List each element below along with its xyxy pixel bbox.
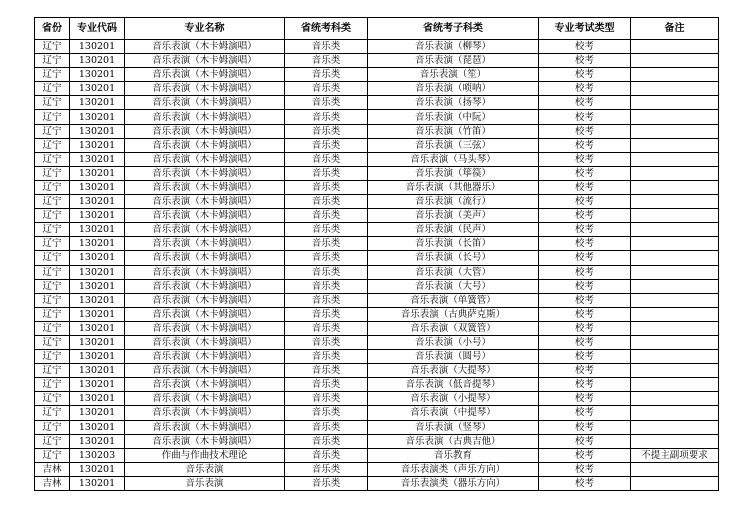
- cell-exam-category: 音乐类: [285, 350, 368, 364]
- cell-major-name: 音乐表演（木卡姆演唱）: [125, 237, 285, 251]
- table-row: [35, 96, 719, 110]
- cell-exam-subcategory: 音乐表演（马头琴）: [368, 152, 539, 166]
- cell-major-name: 音乐表演（木卡姆演唱）: [125, 82, 285, 96]
- cell-notes: [631, 293, 719, 307]
- cell-exam-subcategory: 音乐表演（中提琴）: [368, 406, 539, 420]
- cell-notes: [631, 138, 719, 152]
- cell-exam-category: 音乐类: [285, 392, 368, 406]
- cell-exam-type: 校考: [539, 335, 631, 349]
- cell-major-code: 130201: [70, 223, 125, 237]
- cell-exam-category: 音乐类: [285, 68, 368, 82]
- cell-major-code: 130201: [70, 110, 125, 124]
- cell-major-name: 音乐表演（木卡姆演唱）: [125, 110, 285, 124]
- cell-major-name: 音乐表演（木卡姆演唱）: [125, 124, 285, 138]
- cell-notes: [631, 82, 719, 96]
- cell-province: 辽宁: [35, 237, 70, 251]
- cell-exam-type: 校考: [539, 138, 631, 152]
- cell-province: 辽宁: [35, 350, 70, 364]
- cell-exam-type: 校考: [539, 209, 631, 223]
- cell-notes: [631, 378, 719, 392]
- cell-exam-subcategory: 音乐表演（三弦）: [368, 138, 539, 152]
- cell-province: 辽宁: [35, 180, 70, 194]
- cell-exam-subcategory: 音乐表演（小提琴）: [368, 392, 539, 406]
- cell-notes: [631, 68, 719, 82]
- cell-province: 辽宁: [35, 40, 70, 54]
- cell-exam-subcategory: 音乐表演类（器乐方向）: [368, 476, 539, 490]
- cell-province: 辽宁: [35, 293, 70, 307]
- cell-major-code: 130201: [70, 279, 125, 293]
- table-row: [35, 110, 719, 124]
- cell-notes: [631, 152, 719, 166]
- cell-major-name: 音乐表演: [125, 462, 285, 476]
- cell-exam-subcategory: 音乐表演（大提琴）: [368, 364, 539, 378]
- cell-major-name: 音乐表演（木卡姆演唱）: [125, 180, 285, 194]
- cell-major-code: 130201: [70, 40, 125, 54]
- cell-major-code: 130201: [70, 392, 125, 406]
- table-row: [35, 124, 719, 138]
- cell-major-code: 130201: [70, 209, 125, 223]
- cell-exam-type: 校考: [539, 54, 631, 68]
- cell-major-name: 音乐表演（木卡姆演唱）: [125, 40, 285, 54]
- cell-exam-category: 音乐类: [285, 476, 368, 490]
- cell-exam-category: 音乐类: [285, 265, 368, 279]
- cell-exam-type: 校考: [539, 420, 631, 434]
- cell-exam-category: 音乐类: [285, 124, 368, 138]
- cell-major-code: 130201: [70, 476, 125, 490]
- cell-major-name: 音乐表演（木卡姆演唱）: [125, 335, 285, 349]
- cell-province: 辽宁: [35, 124, 70, 138]
- cell-major-code: 130201: [70, 462, 125, 476]
- table-row: [35, 448, 719, 462]
- cell-notes: [631, 335, 719, 349]
- cell-major-name: 音乐表演（木卡姆演唱）: [125, 166, 285, 180]
- cell-notes: [631, 251, 719, 265]
- cell-notes: [631, 209, 719, 223]
- cell-notes: 不提主副项要求: [631, 448, 719, 462]
- cell-notes: [631, 462, 719, 476]
- cell-major-name: 音乐表演（木卡姆演唱）: [125, 223, 285, 237]
- cell-province: 辽宁: [35, 251, 70, 265]
- cell-province: 辽宁: [35, 209, 70, 223]
- table-row: [35, 350, 719, 364]
- cell-notes: [631, 265, 719, 279]
- cell-province: 辽宁: [35, 223, 70, 237]
- header-major-code: 专业代码: [70, 18, 125, 40]
- table-row: [35, 378, 719, 392]
- cell-exam-subcategory: 音乐表演（长号）: [368, 251, 539, 265]
- cell-exam-category: 音乐类: [285, 96, 368, 110]
- cell-exam-type: 校考: [539, 462, 631, 476]
- cell-exam-subcategory: 音乐表演类（声乐方向）: [368, 462, 539, 476]
- cell-exam-type: 校考: [539, 237, 631, 251]
- cell-exam-subcategory: 音乐表演（竹笛）: [368, 124, 539, 138]
- cell-province: 辽宁: [35, 364, 70, 378]
- cell-notes: [631, 434, 719, 448]
- cell-notes: [631, 364, 719, 378]
- cell-exam-subcategory: 音乐表演（筚篌）: [368, 166, 539, 180]
- table-row: [35, 223, 719, 237]
- cell-exam-category: 音乐类: [285, 279, 368, 293]
- cell-exam-category: 音乐类: [285, 335, 368, 349]
- cell-major-code: 130201: [70, 152, 125, 166]
- cell-province: 辽宁: [35, 138, 70, 152]
- cell-major-name: 音乐表演（木卡姆演唱）: [125, 434, 285, 448]
- cell-exam-subcategory: 音乐表演（扬琴）: [368, 96, 539, 110]
- table-row: [35, 265, 719, 279]
- cell-major-name: 音乐表演（木卡姆演唱）: [125, 350, 285, 364]
- cell-major-name: 音乐表演（木卡姆演唱）: [125, 195, 285, 209]
- cell-major-name: 音乐表演（木卡姆演唱）: [125, 279, 285, 293]
- cell-exam-type: 校考: [539, 350, 631, 364]
- cell-exam-subcategory: 音乐表演（唢呐）: [368, 82, 539, 96]
- cell-exam-type: 校考: [539, 293, 631, 307]
- table-row: [35, 335, 719, 349]
- cell-exam-type: 校考: [539, 434, 631, 448]
- cell-exam-subcategory: 音乐表演（笙）: [368, 68, 539, 82]
- cell-major-code: 130203: [70, 448, 125, 462]
- cell-exam-category: 音乐类: [285, 209, 368, 223]
- cell-exam-type: 校考: [539, 265, 631, 279]
- cell-notes: [631, 40, 719, 54]
- cell-exam-category: 音乐类: [285, 321, 368, 335]
- cell-province: 辽宁: [35, 378, 70, 392]
- cell-major-code: 130201: [70, 420, 125, 434]
- cell-exam-subcategory: 音乐表演（中阮）: [368, 110, 539, 124]
- cell-notes: [631, 96, 719, 110]
- cell-major-name: 音乐表演（木卡姆演唱）: [125, 265, 285, 279]
- table-row: [35, 293, 719, 307]
- cell-exam-subcategory: 音乐表演（圆号）: [368, 350, 539, 364]
- cell-exam-type: 校考: [539, 321, 631, 335]
- cell-exam-subcategory: 音乐表演（古典萨克斯）: [368, 307, 539, 321]
- table-row: [35, 434, 719, 448]
- cell-notes: [631, 180, 719, 194]
- cell-province: 辽宁: [35, 420, 70, 434]
- cell-exam-category: 音乐类: [285, 195, 368, 209]
- table-row: [35, 82, 719, 96]
- header-province: 省份: [35, 18, 70, 40]
- cell-notes: [631, 124, 719, 138]
- cell-major-code: 130201: [70, 434, 125, 448]
- cell-exam-category: 音乐类: [285, 448, 368, 462]
- cell-exam-subcategory: 音乐表演（双簧管）: [368, 321, 539, 335]
- cell-major-name: 音乐表演（木卡姆演唱）: [125, 378, 285, 392]
- cell-major-code: 130201: [70, 124, 125, 138]
- cell-major-code: 130201: [70, 237, 125, 251]
- cell-major-code: 130201: [70, 166, 125, 180]
- cell-notes: [631, 237, 719, 251]
- cell-major-name: 作曲与作曲技术理论: [125, 448, 285, 462]
- cell-major-name: 音乐表演（木卡姆演唱）: [125, 209, 285, 223]
- cell-major-code: 130201: [70, 321, 125, 335]
- cell-exam-subcategory: 音乐表演（美声）: [368, 209, 539, 223]
- cell-province: 辽宁: [35, 392, 70, 406]
- cell-exam-category: 音乐类: [285, 110, 368, 124]
- header-exam-type: 专业考试类型: [539, 18, 631, 40]
- cell-exam-type: 校考: [539, 223, 631, 237]
- cell-major-name: 音乐表演（木卡姆演唱）: [125, 138, 285, 152]
- cell-major-code: 130201: [70, 350, 125, 364]
- cell-major-code: 130201: [70, 96, 125, 110]
- cell-major-code: 130201: [70, 195, 125, 209]
- cell-exam-subcategory: 音乐表演（流行）: [368, 195, 539, 209]
- cell-exam-type: 校考: [539, 406, 631, 420]
- cell-exam-subcategory: 音乐表演（民声）: [368, 223, 539, 237]
- cell-exam-category: 音乐类: [285, 237, 368, 251]
- cell-major-name: 音乐表演（木卡姆演唱）: [125, 321, 285, 335]
- table-row: [35, 406, 719, 420]
- cell-major-code: 130201: [70, 378, 125, 392]
- cell-notes: [631, 166, 719, 180]
- table-row: [35, 138, 719, 152]
- cell-exam-type: 校考: [539, 82, 631, 96]
- table-row: [35, 40, 719, 54]
- cell-province: 辽宁: [35, 279, 70, 293]
- cell-major-code: 130201: [70, 307, 125, 321]
- header-exam-subcategory: 省统考子科类: [368, 18, 539, 40]
- cell-exam-type: 校考: [539, 180, 631, 194]
- cell-major-name: 音乐表演（木卡姆演唱）: [125, 392, 285, 406]
- cell-province: 辽宁: [35, 82, 70, 96]
- table-row: [35, 307, 719, 321]
- cell-exam-subcategory: 音乐表演（大管）: [368, 265, 539, 279]
- cell-exam-subcategory: 音乐表演（竖琴）: [368, 420, 539, 434]
- cell-notes: [631, 406, 719, 420]
- cell-exam-type: 校考: [539, 40, 631, 54]
- cell-major-code: 130201: [70, 364, 125, 378]
- table-row: [35, 166, 719, 180]
- cell-exam-category: 音乐类: [285, 420, 368, 434]
- cell-province: 辽宁: [35, 166, 70, 180]
- cell-exam-type: 校考: [539, 166, 631, 180]
- table-row: [35, 321, 719, 335]
- table-row: [35, 279, 719, 293]
- cell-major-code: 130201: [70, 251, 125, 265]
- header-major-name: 专业名称: [125, 18, 285, 40]
- cell-major-name: 音乐表演（木卡姆演唱）: [125, 406, 285, 420]
- cell-exam-category: 音乐类: [285, 462, 368, 476]
- table-row: [35, 195, 719, 209]
- cell-province: 辽宁: [35, 54, 70, 68]
- table-row: [35, 420, 719, 434]
- cell-exam-category: 音乐类: [285, 293, 368, 307]
- cell-exam-type: 校考: [539, 96, 631, 110]
- cell-exam-type: 校考: [539, 378, 631, 392]
- cell-exam-subcategory: 音乐表演（其他器乐）: [368, 180, 539, 194]
- table-row: [35, 152, 719, 166]
- cell-notes: [631, 420, 719, 434]
- cell-exam-subcategory: 音乐表演（单簧管）: [368, 293, 539, 307]
- cell-major-name: 音乐表演（木卡姆演唱）: [125, 307, 285, 321]
- table-row: [35, 364, 719, 378]
- cell-province: 辽宁: [35, 448, 70, 462]
- cell-notes: [631, 54, 719, 68]
- cell-exam-type: 校考: [539, 307, 631, 321]
- table-header-row: [35, 18, 719, 40]
- cell-major-code: 130201: [70, 265, 125, 279]
- cell-exam-type: 校考: [539, 279, 631, 293]
- cell-province: 吉林: [35, 462, 70, 476]
- cell-major-code: 130201: [70, 180, 125, 194]
- cell-exam-category: 音乐类: [285, 40, 368, 54]
- cell-exam-category: 音乐类: [285, 82, 368, 96]
- table-row: [35, 237, 719, 251]
- cell-exam-type: 校考: [539, 448, 631, 462]
- cell-exam-subcategory: 音乐表演（小号）: [368, 335, 539, 349]
- cell-major-code: 130201: [70, 406, 125, 420]
- cell-notes: [631, 392, 719, 406]
- cell-notes: [631, 279, 719, 293]
- cell-exam-type: 校考: [539, 110, 631, 124]
- cell-exam-category: 音乐类: [285, 138, 368, 152]
- table-body: [35, 40, 719, 491]
- cell-exam-type: 校考: [539, 364, 631, 378]
- cell-exam-category: 音乐类: [285, 364, 368, 378]
- cell-exam-type: 校考: [539, 251, 631, 265]
- cell-notes: [631, 350, 719, 364]
- cell-exam-category: 音乐类: [285, 307, 368, 321]
- table-row: [35, 68, 719, 82]
- cell-major-name: 音乐表演: [125, 476, 285, 490]
- cell-major-name: 音乐表演（木卡姆演唱）: [125, 96, 285, 110]
- cell-exam-category: 音乐类: [285, 251, 368, 265]
- cell-province: 辽宁: [35, 96, 70, 110]
- cell-province: 辽宁: [35, 195, 70, 209]
- table-row: [35, 209, 719, 223]
- cell-exam-category: 音乐类: [285, 54, 368, 68]
- cell-province: 辽宁: [35, 307, 70, 321]
- cell-exam-category: 音乐类: [285, 406, 368, 420]
- cell-exam-subcategory: 音乐表演（低音提琴）: [368, 378, 539, 392]
- table-row: [35, 251, 719, 265]
- cell-exam-type: 校考: [539, 392, 631, 406]
- cell-province: 辽宁: [35, 321, 70, 335]
- cell-exam-type: 校考: [539, 152, 631, 166]
- cell-notes: [631, 476, 719, 490]
- cell-exam-category: 音乐类: [285, 152, 368, 166]
- cell-exam-subcategory: 音乐教育: [368, 448, 539, 462]
- cell-exam-type: 校考: [539, 476, 631, 490]
- cell-major-code: 130201: [70, 54, 125, 68]
- cell-exam-subcategory: 音乐表演（琵琶）: [368, 54, 539, 68]
- cell-province: 辽宁: [35, 406, 70, 420]
- cell-province: 吉林: [35, 476, 70, 490]
- cell-province: 辽宁: [35, 68, 70, 82]
- cell-province: 辽宁: [35, 110, 70, 124]
- admissions-table: [34, 17, 719, 491]
- cell-major-code: 130201: [70, 293, 125, 307]
- table-row: [35, 180, 719, 194]
- cell-exam-category: 音乐类: [285, 378, 368, 392]
- header-notes: 备注: [631, 18, 719, 40]
- cell-notes: [631, 195, 719, 209]
- cell-notes: [631, 307, 719, 321]
- cell-exam-category: 音乐类: [285, 180, 368, 194]
- cell-exam-subcategory: 音乐表演（古典吉他）: [368, 434, 539, 448]
- table-row: [35, 54, 719, 68]
- table-row: [35, 392, 719, 406]
- cell-major-code: 130201: [70, 335, 125, 349]
- cell-major-code: 130201: [70, 82, 125, 96]
- cell-exam-subcategory: 音乐表演（大号）: [368, 279, 539, 293]
- cell-notes: [631, 321, 719, 335]
- cell-major-name: 音乐表演（木卡姆演唱）: [125, 152, 285, 166]
- cell-exam-category: 音乐类: [285, 434, 368, 448]
- cell-province: 辽宁: [35, 265, 70, 279]
- cell-notes: [631, 110, 719, 124]
- cell-notes: [631, 223, 719, 237]
- cell-major-name: 音乐表演（木卡姆演唱）: [125, 293, 285, 307]
- cell-major-name: 音乐表演（木卡姆演唱）: [125, 54, 285, 68]
- cell-province: 辽宁: [35, 434, 70, 448]
- cell-major-name: 音乐表演（木卡姆演唱）: [125, 251, 285, 265]
- header-exam-category: 省统考科类: [285, 18, 368, 40]
- cell-major-name: 音乐表演（木卡姆演唱）: [125, 364, 285, 378]
- cell-major-code: 130201: [70, 138, 125, 152]
- cell-exam-category: 音乐类: [285, 166, 368, 180]
- cell-exam-subcategory: 音乐表演（长笛）: [368, 237, 539, 251]
- cell-exam-type: 校考: [539, 124, 631, 138]
- cell-province: 辽宁: [35, 335, 70, 349]
- cell-major-name: 音乐表演（木卡姆演唱）: [125, 420, 285, 434]
- cell-province: 辽宁: [35, 152, 70, 166]
- table-row: [35, 476, 719, 490]
- cell-exam-type: 校考: [539, 68, 631, 82]
- cell-major-code: 130201: [70, 68, 125, 82]
- cell-major-name: 音乐表演（木卡姆演唱）: [125, 68, 285, 82]
- cell-exam-subcategory: 音乐表演（柳琴）: [368, 40, 539, 54]
- table-row: [35, 462, 719, 476]
- cell-exam-category: 音乐类: [285, 223, 368, 237]
- cell-exam-type: 校考: [539, 195, 631, 209]
